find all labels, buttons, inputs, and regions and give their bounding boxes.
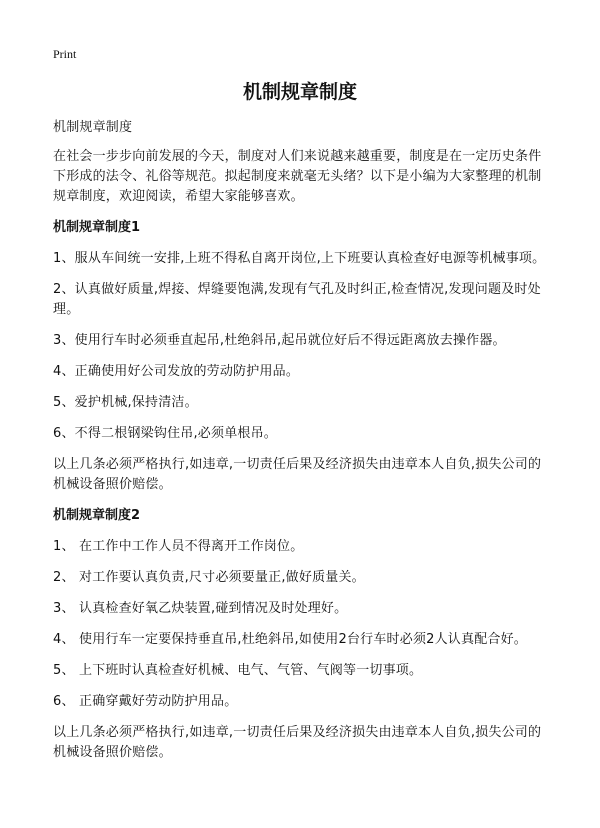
list-item: 5、 上下班时认真检查好机械、电气、气管、气阀等一切事项。 [53, 663, 423, 678]
page-title: 机制规章制度 [242, 81, 357, 103]
intro-paragraph: 在社会一步步向前发展的今天，制度对人们来说越来越重要，制度是在一定历史条件下形成的法令、礼俗等规范。拟起制度来就毫无头绪？以下是小编为大家整理的机制规章制度，欢迎阅读，希望大家能够喜欢。 [53, 149, 542, 204]
section-2 [53, 506, 553, 763]
list-item: 1、 在工作中工作人员不得离开工作岗位。 [53, 539, 304, 554]
section-heading: 机制规章制度2 [53, 508, 141, 523]
list-item: 2、认真做好质量,焊接、焊缝要饱满,发现有气孔及时纠正,检查情况,发现问题及时处理。 [53, 282, 541, 317]
list-item: 4、 使用行车一定要保持垂直吊,杜绝斜吊,如使用2台行车时必须2人认真配合好。 [53, 632, 528, 647]
closing-paragraph: 以上几条必须严格执行,如违章,一切责任后果及经济损失由违章本人自负,损失公司的机械设备照价赔偿。 [53, 725, 542, 760]
list-item: 6、 正确穿戴好劳动防护用品。 [53, 694, 238, 709]
print-link[interactable]: Print [53, 47, 77, 61]
list-item: 3、使用行车时必须垂直起吊,杜绝斜吊,起吊就位好后不得远距离放去操作器。 [53, 333, 506, 348]
list-item: 5、爱护机械,保持清洁。 [53, 395, 198, 410]
document-body [53, 118, 553, 774]
closing-paragraph: 以上几条必须严格执行,如违章,一切责任后果及经济损失由违章本人自负,损失公司的机械设备照价赔偿。 [53, 457, 542, 492]
document-subtitle: 机制规章制度 [53, 120, 133, 135]
section-1 [53, 218, 553, 495]
list-item: 4、正确使用好公司发放的劳动防护用品。 [53, 364, 300, 379]
list-item: 2、 对工作要认真负责,尺寸必须要量正,做好质量关。 [53, 570, 365, 585]
section-heading: 机制规章制度1 [53, 220, 141, 235]
list-item: 6、不得二根钢梁钩住吊,必须单根吊。 [53, 426, 278, 441]
list-item: 3、 认真检查好氧乙炔装置,碰到情况及时处理好。 [53, 601, 348, 616]
list-item: 1、服从车间统一安排,上班不得私自离开岗位,上下班要认真检查好电源等机械事项。 [53, 251, 546, 266]
